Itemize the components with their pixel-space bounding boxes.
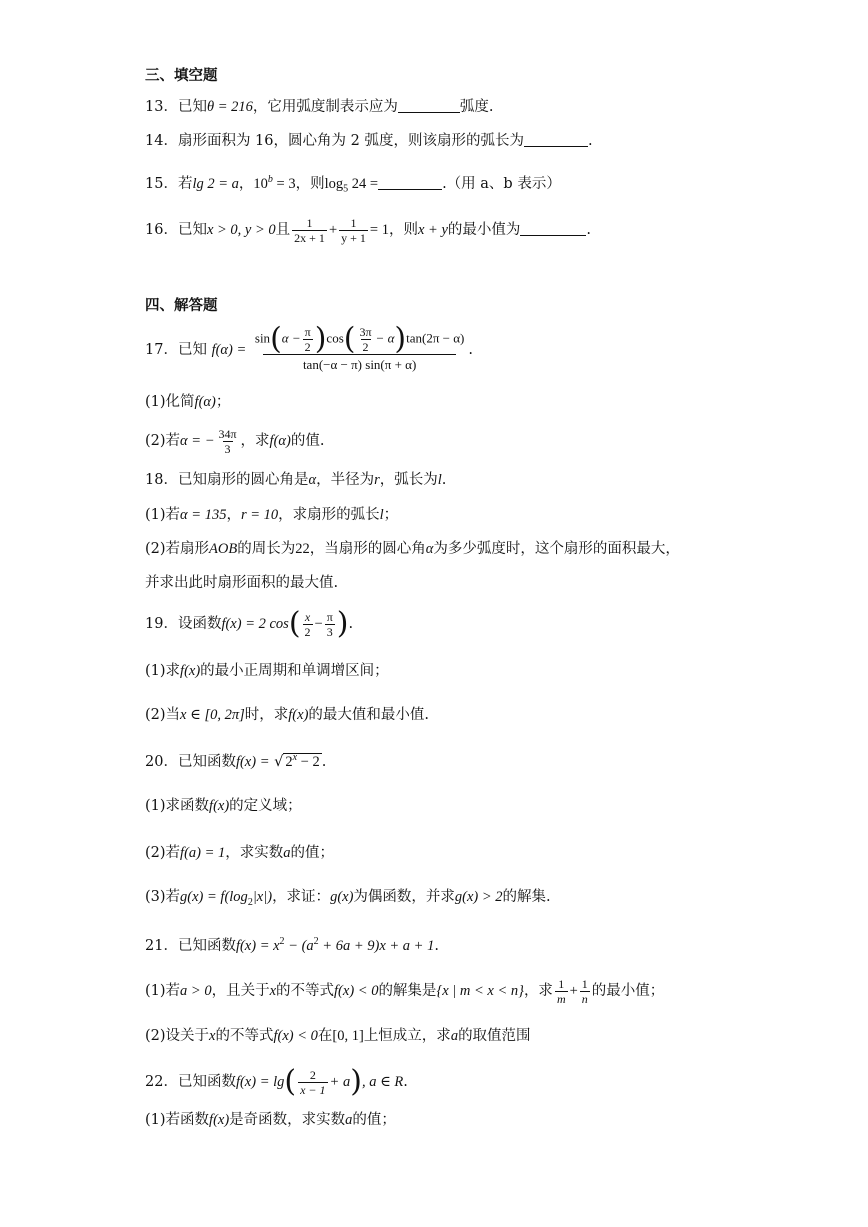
q22-number: 22． <box>145 1074 178 1090</box>
fraction: $\frac{1}{2x + 1}$ <box>294 215 325 245</box>
question-16: 16．已知x > 0, y > 0且 $\frac{1}{2x + 1}$ + $\frac{1}{y + 1}$ = 1，则x + y的最小值为 . <box>145 215 591 245</box>
question-17-part1: (1)化简f(α)； <box>145 394 231 410</box>
q13-number: 13． <box>145 99 178 115</box>
q21-number: 21． <box>145 937 178 954</box>
question-18-part2: (2)若扇形AOB的周长为22，当扇形的圆心角α为多少弧度时，这个扇形的面积最大， <box>145 541 680 557</box>
q14-number: 14． <box>145 133 178 149</box>
answer-blank <box>524 132 588 147</box>
question-21-part1: (1)若a > 0，且关于x的不等式f(x) < 0的解集是{x | m < x < n}，求 $\frac{1}{m}$ + $\frac{1}{n}$ 的最小值； <box>145 976 665 1006</box>
q15-number: 15． <box>145 175 178 192</box>
question-19-part1: (1)求f(x)的最小正周期和单调增区间； <box>145 663 389 679</box>
q18-number: 18． <box>145 472 178 488</box>
question-18-part3: 并求出此时扇形面积的最大值. <box>145 575 339 591</box>
fraction: $\frac{1}{y + 1}$ <box>341 215 366 245</box>
question-19: 19．设函数f(x) = 2 cos( $\frac{x}{2}$ − $\frac{\pi}{3}$ ). <box>145 606 354 641</box>
question-18-part1: (1)若α = 135，r = 10，求扇形的弧长l； <box>145 507 399 523</box>
section-title-solutions: 四、解答题 <box>145 298 218 314</box>
question-21: 21．已知函数$f(x) = x^2 - (a^2 + 6a + 9)x + a + 1$. <box>145 936 439 954</box>
question-17: 17．已知 f(α) = sin(α − $\frac{\pi}{2}$ )cos( $\frac{3\pi}{2}$ − α)tan(2π − α) tan(−α − π) sin(π + α) . <box>145 325 473 375</box>
question-14: 14．扇形面积为 16，圆心角为 2 弧度，则该扇形的弧长为 . <box>145 133 593 149</box>
question-17-part2: (2)若α = − $\frac{34\pi}{3}$ ，求f(α)的值. <box>145 426 325 456</box>
denominator: tan(−α − π) sin(π + α) <box>263 354 456 375</box>
q17-number: 17． <box>145 342 178 358</box>
question-20-part3: (3)若$g(x) = f(\log_2|x|)$，求证：g(x)为偶函数，并求g(x) > 2的解集. <box>145 889 551 908</box>
q16-number: 16． <box>145 222 178 238</box>
question-22: 22．已知函数f(x) = lg( $\frac{2}{x - 1}$ + a), a ∈ R. <box>145 1064 408 1099</box>
question-21-part2: (2)设关于x的不等式f(x) < 0在[0, 1]上恒成立，求a的取值范围 <box>145 1028 531 1044</box>
question-22-part1: (1)若函数f(x)是奇函数，求实数a的值； <box>145 1112 396 1128</box>
question-18: 18．已知扇形的圆心角是α，半径为r，弧长为l. <box>145 472 447 488</box>
answer-blank <box>398 98 460 113</box>
q20-number: 20． <box>145 753 178 770</box>
answer-blank <box>520 221 586 236</box>
question-20-part1: (1)求函数f(x)的定义域； <box>145 798 302 814</box>
answer-blank <box>378 175 442 190</box>
question-13: 13．已知θ = 216，它用弧度制表示应为 弧度. <box>145 99 494 115</box>
big-fraction <box>251 321 468 375</box>
section-title-fill-in: 三、填空题 <box>145 68 218 84</box>
square-root: √ $2^x - 2$ <box>274 752 320 770</box>
question-15: 15．若lg 2 = a，$10^b = 3$，则$\log_5 24$ = .（用 a、b 表示） <box>145 174 561 195</box>
q19-number: 19． <box>145 616 178 632</box>
question-20-part2: (2)若f(a) = 1，求实数a的值； <box>145 845 335 861</box>
question-19-part2: (2)当x ∈ [0, 2π]时，求f(x)的最大值和最小值. <box>145 707 430 723</box>
numerator: sin(α − $\frac{\pi}{2}$ )cos( $\frac{3\pi}{2}$ − α)tan(2π − α) <box>254 321 465 357</box>
question-20: 20．已知函数f(x) = √ $2^x - 2$ . <box>145 752 327 770</box>
